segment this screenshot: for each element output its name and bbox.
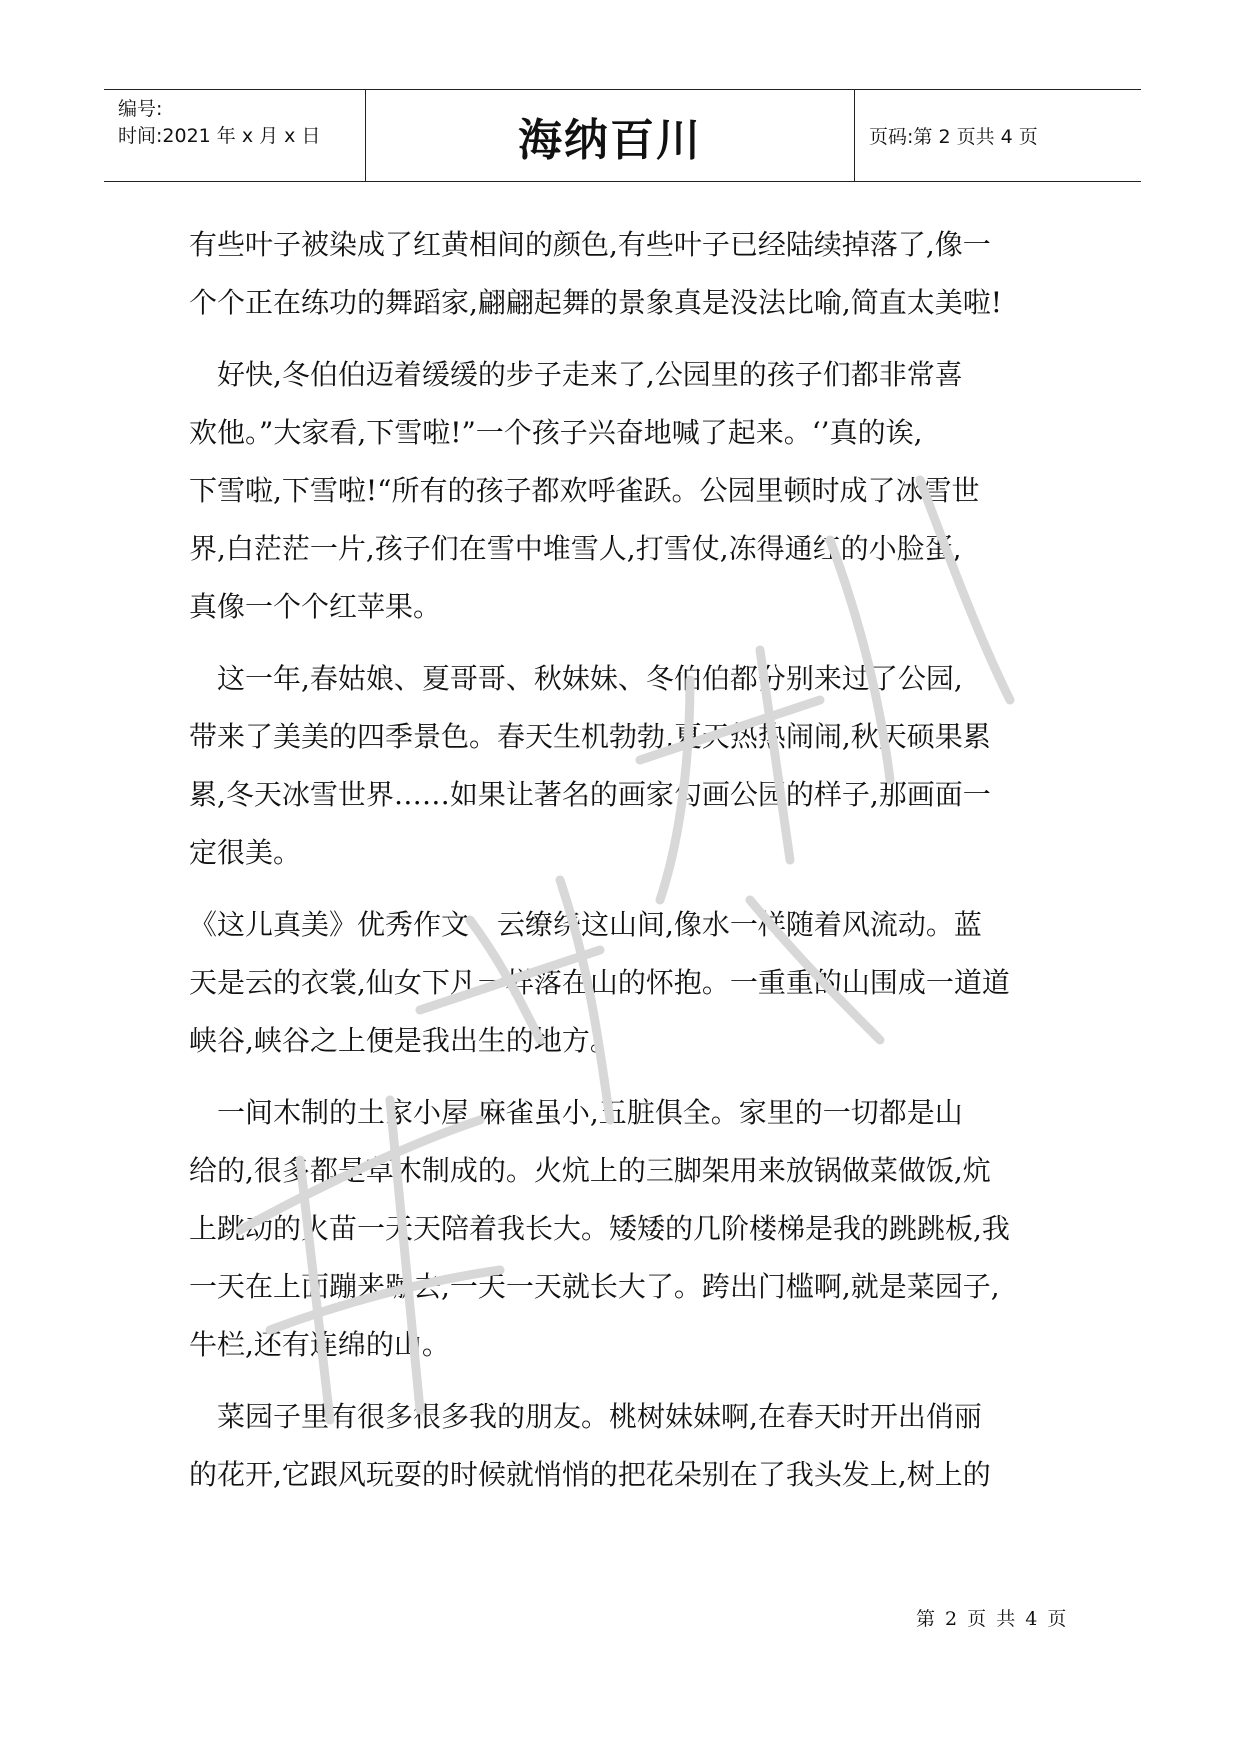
paragraph-gap <box>189 636 1059 650</box>
text-line: 下雪啦,下雪啦!“所有的孩子都欢呼雀跃。公园里顿时成了冰雪世 <box>189 474 980 507</box>
text-line: 给的,很多都是草木制成的。火炕上的三脚架用来放锅做菜做饭,炕 <box>189 1154 991 1187</box>
text-line: 《这儿真美》优秀作文 云缭绕这山间,像水一样随着风流动。蓝 <box>189 908 982 941</box>
page-header <box>104 89 1141 182</box>
text-line: 定很美。 <box>189 836 302 869</box>
text-line: 菜园子里有很多很多我的朋友。桃树妹妹啊,在春天时开出俏丽 <box>189 1400 982 1433</box>
document-title: 海纳百川 <box>366 90 855 181</box>
text-line: 好快,冬伯伯迈着缓缓的步子走来了,公园里的孩子们都非常喜 <box>189 358 963 391</box>
text-line: 个个正在练功的舞蹈家,翩翩起舞的景象真是没法比喻,简直太美啦! <box>189 286 1003 319</box>
text-line: 带来了美美的四季景色。春天生机勃勃,夏天热热闹闹,秋天硕果累 <box>189 720 991 753</box>
paragraph-gap <box>189 882 1059 896</box>
text-line: 的花开,它跟风玩耍的时候就悄悄的把花朵别在了我头发上,树上的 <box>189 1458 991 1491</box>
paragraph-gap <box>189 1374 1059 1388</box>
text-line: 真像一个个红苹果。 <box>189 590 442 623</box>
paragraph-gap <box>189 1070 1059 1084</box>
document-body <box>189 216 1059 1504</box>
text-line: 一天在上面蹦来蹦去,一天一天就长大了。跨出门槛啊,就是菜园子, <box>189 1270 1000 1303</box>
text-line: 上跳动的火苗一天天陪着我长大。矮矮的几阶楼梯是我的跳跳板,我 <box>189 1212 1010 1245</box>
page-info: 页码:第 2 页共 4 页 <box>869 126 1038 148</box>
text-line: 这一年,春姑娘、夏哥哥、秋妹妹、冬伯伯都分别来过了公园, <box>189 662 963 695</box>
text-line: 欢他。”大家看,下雪啦!”一个孩子兴奋地喊了起来。‘’真的诶, <box>189 416 923 449</box>
text-line: 牛栏,还有连绵的山。 <box>189 1328 450 1361</box>
paragraph-gap <box>189 332 1059 346</box>
header-meta-cell <box>104 90 366 181</box>
page-footer: 第 2 页 共 4 页 <box>916 1608 1069 1630</box>
text-line: 有些叶子被染成了红黄相间的颜色,有些叶子已经陆续掉落了,像一 <box>189 228 991 261</box>
text-line: 天是云的衣裳,仙女下凡一样落在山的怀抱。一重重的山围成一道道 <box>189 966 1010 999</box>
text-line: 峡谷,峡谷之上便是我出生的地方。 <box>189 1024 618 1057</box>
text-line: 累,冬天冰雪世界……如果让著名的画家勾画公园的样子,那画面一 <box>189 778 991 811</box>
text-line: 界,白茫茫一片,孩子们在雪中堆雪人,打雪仗,冻得通红的小脸蛋, <box>189 532 962 565</box>
text-line: 一间木制的土家小屋,麻雀虽小,五脏俱全。家里的一切都是山 <box>189 1096 963 1129</box>
time-label: 时间:2021 年 x 月 x 日 <box>118 125 321 147</box>
number-label: 编号: <box>118 98 163 120</box>
